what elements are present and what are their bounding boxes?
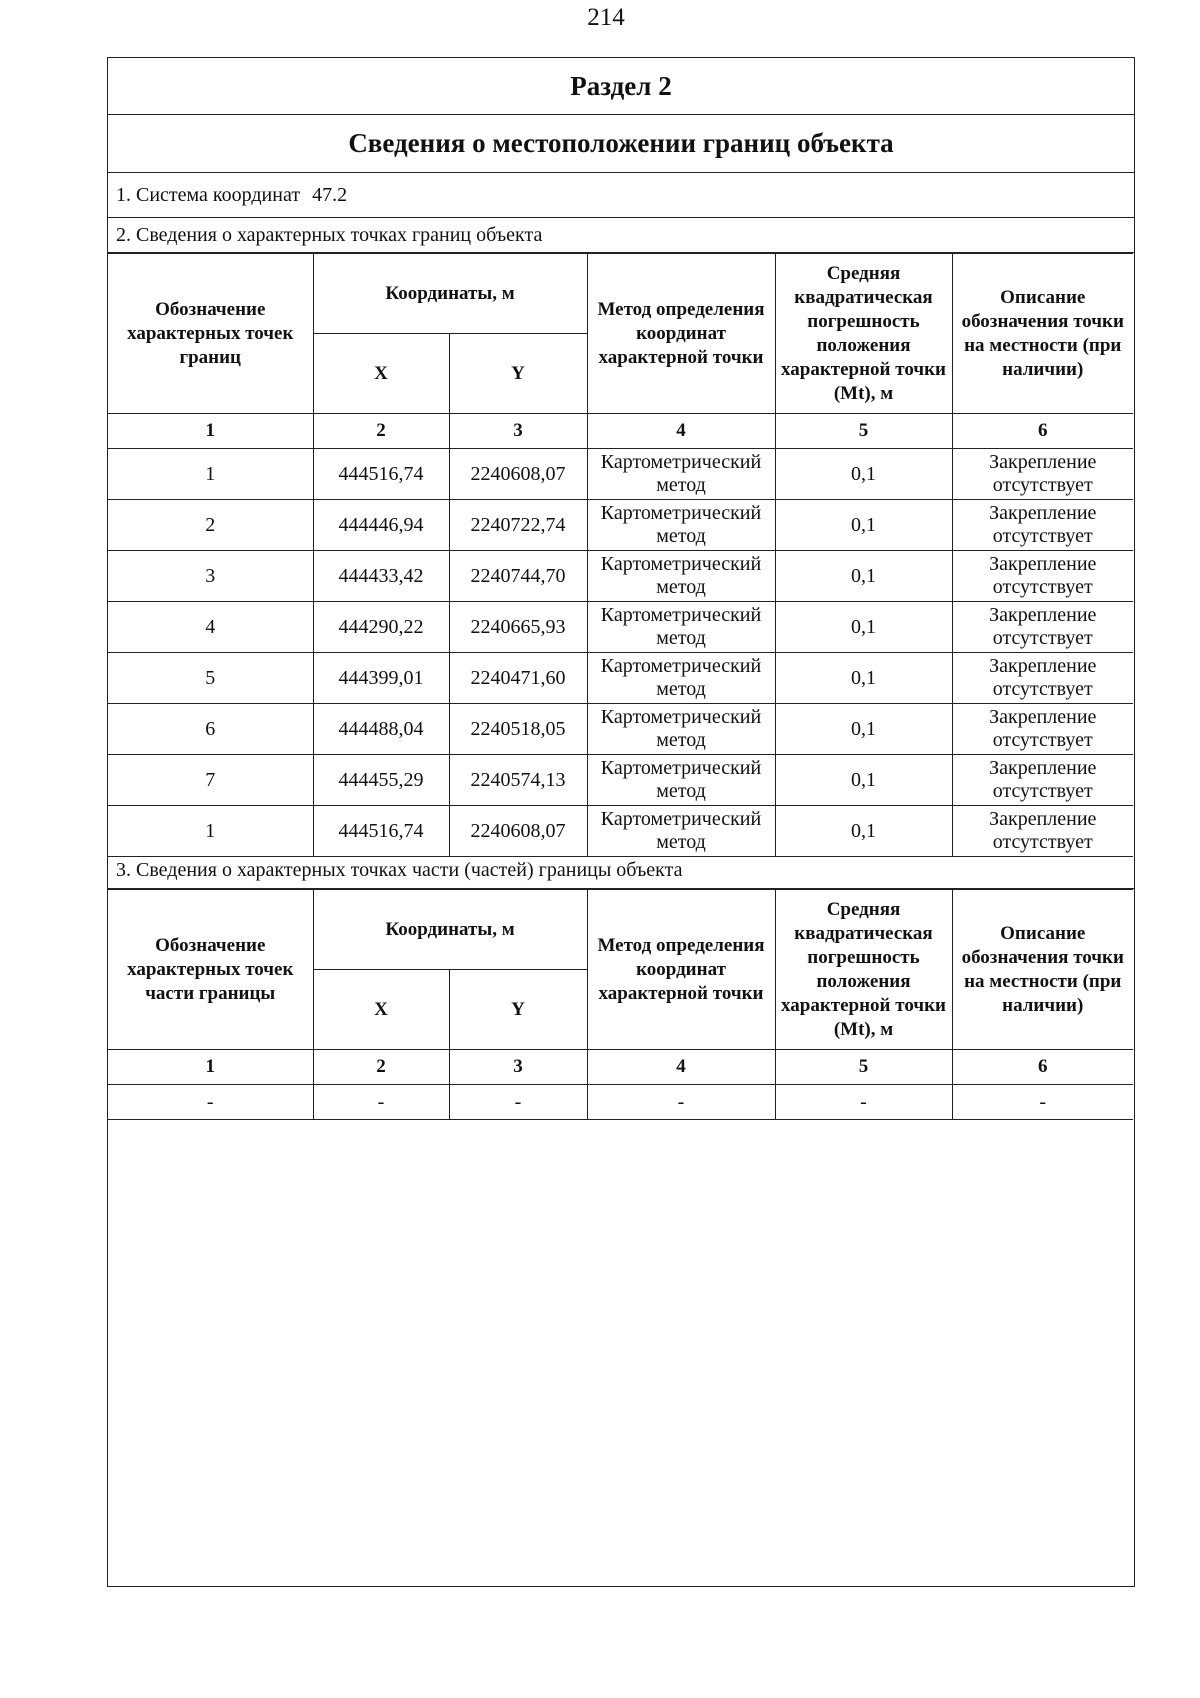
point-x: 444446,94: [313, 500, 449, 551]
point-number: 2: [108, 500, 313, 551]
header-description: Описание обозначения точки на местности (при наличии): [952, 890, 1133, 1050]
point-x: 444455,29: [313, 755, 449, 806]
point-method: Картометрический метод: [587, 806, 775, 857]
point-error: 0,1: [775, 704, 952, 755]
column-number: 6: [952, 1050, 1133, 1085]
point-error: 0,1: [775, 551, 952, 602]
point-description: Закрепление отсутствует: [952, 806, 1133, 857]
header-coordinates: Координаты, м: [313, 254, 587, 334]
parts-caption: 3. Сведения о характерных точках части (частей) границы объекта: [108, 853, 1134, 889]
empty-cell: -: [587, 1085, 775, 1120]
coordinate-system-label: 1. Система координат: [116, 183, 301, 206]
header-y: Y: [449, 334, 587, 414]
point-number: 7: [108, 755, 313, 806]
point-method: Картометрический метод: [587, 500, 775, 551]
point-method: Картометрический метод: [587, 755, 775, 806]
header-error: Средняя квадратическая погрешность положения характерной точки (Mt), м: [775, 254, 952, 414]
coordinate-system-value: 47.2: [312, 183, 348, 206]
point-error: 0,1: [775, 755, 952, 806]
empty-cell: -: [449, 1085, 587, 1120]
point-y: 2240574,13: [449, 755, 587, 806]
header-designation: Обозначение характерных точек границ: [108, 254, 313, 414]
point-description: Закрепление отсутствует: [952, 602, 1133, 653]
empty-cell: -: [952, 1085, 1133, 1120]
point-number: 3: [108, 551, 313, 602]
table-row: [108, 551, 1133, 602]
table-row: [108, 449, 1133, 500]
header-x: X: [313, 970, 449, 1050]
point-y: 2240608,07: [449, 449, 587, 500]
header-description: Описание обозначения точки на местности (при наличии): [952, 254, 1133, 414]
boundary-points-table: [108, 253, 1133, 857]
table-row: [108, 755, 1133, 806]
header-coordinates: Координаты, м: [313, 890, 587, 970]
point-number: 4: [108, 602, 313, 653]
empty-cell: -: [108, 1085, 313, 1120]
point-y: 2240744,70: [449, 551, 587, 602]
point-error: 0,1: [775, 602, 952, 653]
point-y: 2240722,74: [449, 500, 587, 551]
point-description: Закрепление отсутствует: [952, 449, 1133, 500]
column-number: 3: [449, 414, 587, 449]
point-y: 2240665,93: [449, 602, 587, 653]
header-designation: Обозначение характерных точек части границы: [108, 890, 313, 1050]
boundary-parts-table: [108, 889, 1133, 1120]
point-error: 0,1: [775, 653, 952, 704]
point-error: 0,1: [775, 449, 952, 500]
point-description: Закрепление отсутствует: [952, 755, 1133, 806]
point-method: Картометрический метод: [587, 704, 775, 755]
header-error: Средняя квадратическая погрешность положения характерной точки (Mt), м: [775, 890, 952, 1050]
points-caption: 2. Сведения о характерных точках границ объекта: [108, 218, 1134, 253]
point-description: Закрепление отсутствует: [952, 653, 1133, 704]
table-row: [108, 806, 1133, 857]
column-numbers-row: [108, 414, 1133, 449]
header-y: Y: [449, 970, 587, 1050]
coordinate-system-line: [108, 173, 1134, 218]
empty-cell: -: [775, 1085, 952, 1120]
point-error: 0,1: [775, 500, 952, 551]
point-x: 444516,74: [313, 449, 449, 500]
column-number: 2: [313, 414, 449, 449]
table-row: [108, 704, 1133, 755]
table-row: [108, 602, 1133, 653]
column-number: 2: [313, 1050, 449, 1085]
point-method: Картометрический метод: [587, 551, 775, 602]
point-x: 444488,04: [313, 704, 449, 755]
point-number: 1: [108, 449, 313, 500]
page-number: 214: [587, 4, 625, 31]
table-row: [108, 653, 1133, 704]
point-description: Закрепление отсутствует: [952, 704, 1133, 755]
point-error: 0,1: [775, 806, 952, 857]
column-number: 4: [587, 1050, 775, 1085]
point-y: 2240471,60: [449, 653, 587, 704]
table-row: [108, 1085, 1133, 1120]
column-number: 1: [108, 1050, 313, 1085]
header-method: Метод определения координат характерной точки: [587, 890, 775, 1050]
point-method: Картометрический метод: [587, 653, 775, 704]
boundary-sheet: [107, 57, 1135, 1587]
header-x: X: [313, 334, 449, 414]
column-number: 5: [775, 1050, 952, 1085]
column-numbers-row: [108, 1050, 1133, 1085]
main-title: Сведения о местоположении границ объекта: [108, 115, 1134, 173]
empty-cell: -: [313, 1085, 449, 1120]
point-x: 444290,22: [313, 602, 449, 653]
table-row: [108, 500, 1133, 551]
point-method: Картометрический метод: [587, 449, 775, 500]
point-method: Картометрический метод: [587, 602, 775, 653]
point-x: 444433,42: [313, 551, 449, 602]
point-x: 444516,74: [313, 806, 449, 857]
point-x: 444399,01: [313, 653, 449, 704]
point-description: Закрепление отсутствует: [952, 500, 1133, 551]
column-number: 5: [775, 414, 952, 449]
column-number: 3: [449, 1050, 587, 1085]
column-number: 6: [952, 414, 1133, 449]
point-y: 2240518,05: [449, 704, 587, 755]
section-title: Раздел 2: [108, 58, 1134, 115]
point-number: 5: [108, 653, 313, 704]
header-method: Метод определения координат характерной точки: [587, 254, 775, 414]
column-number: 4: [587, 414, 775, 449]
point-y: 2240608,07: [449, 806, 587, 857]
point-number: 1: [108, 806, 313, 857]
column-number: 1: [108, 414, 313, 449]
point-description: Закрепление отсутствует: [952, 551, 1133, 602]
point-number: 6: [108, 704, 313, 755]
